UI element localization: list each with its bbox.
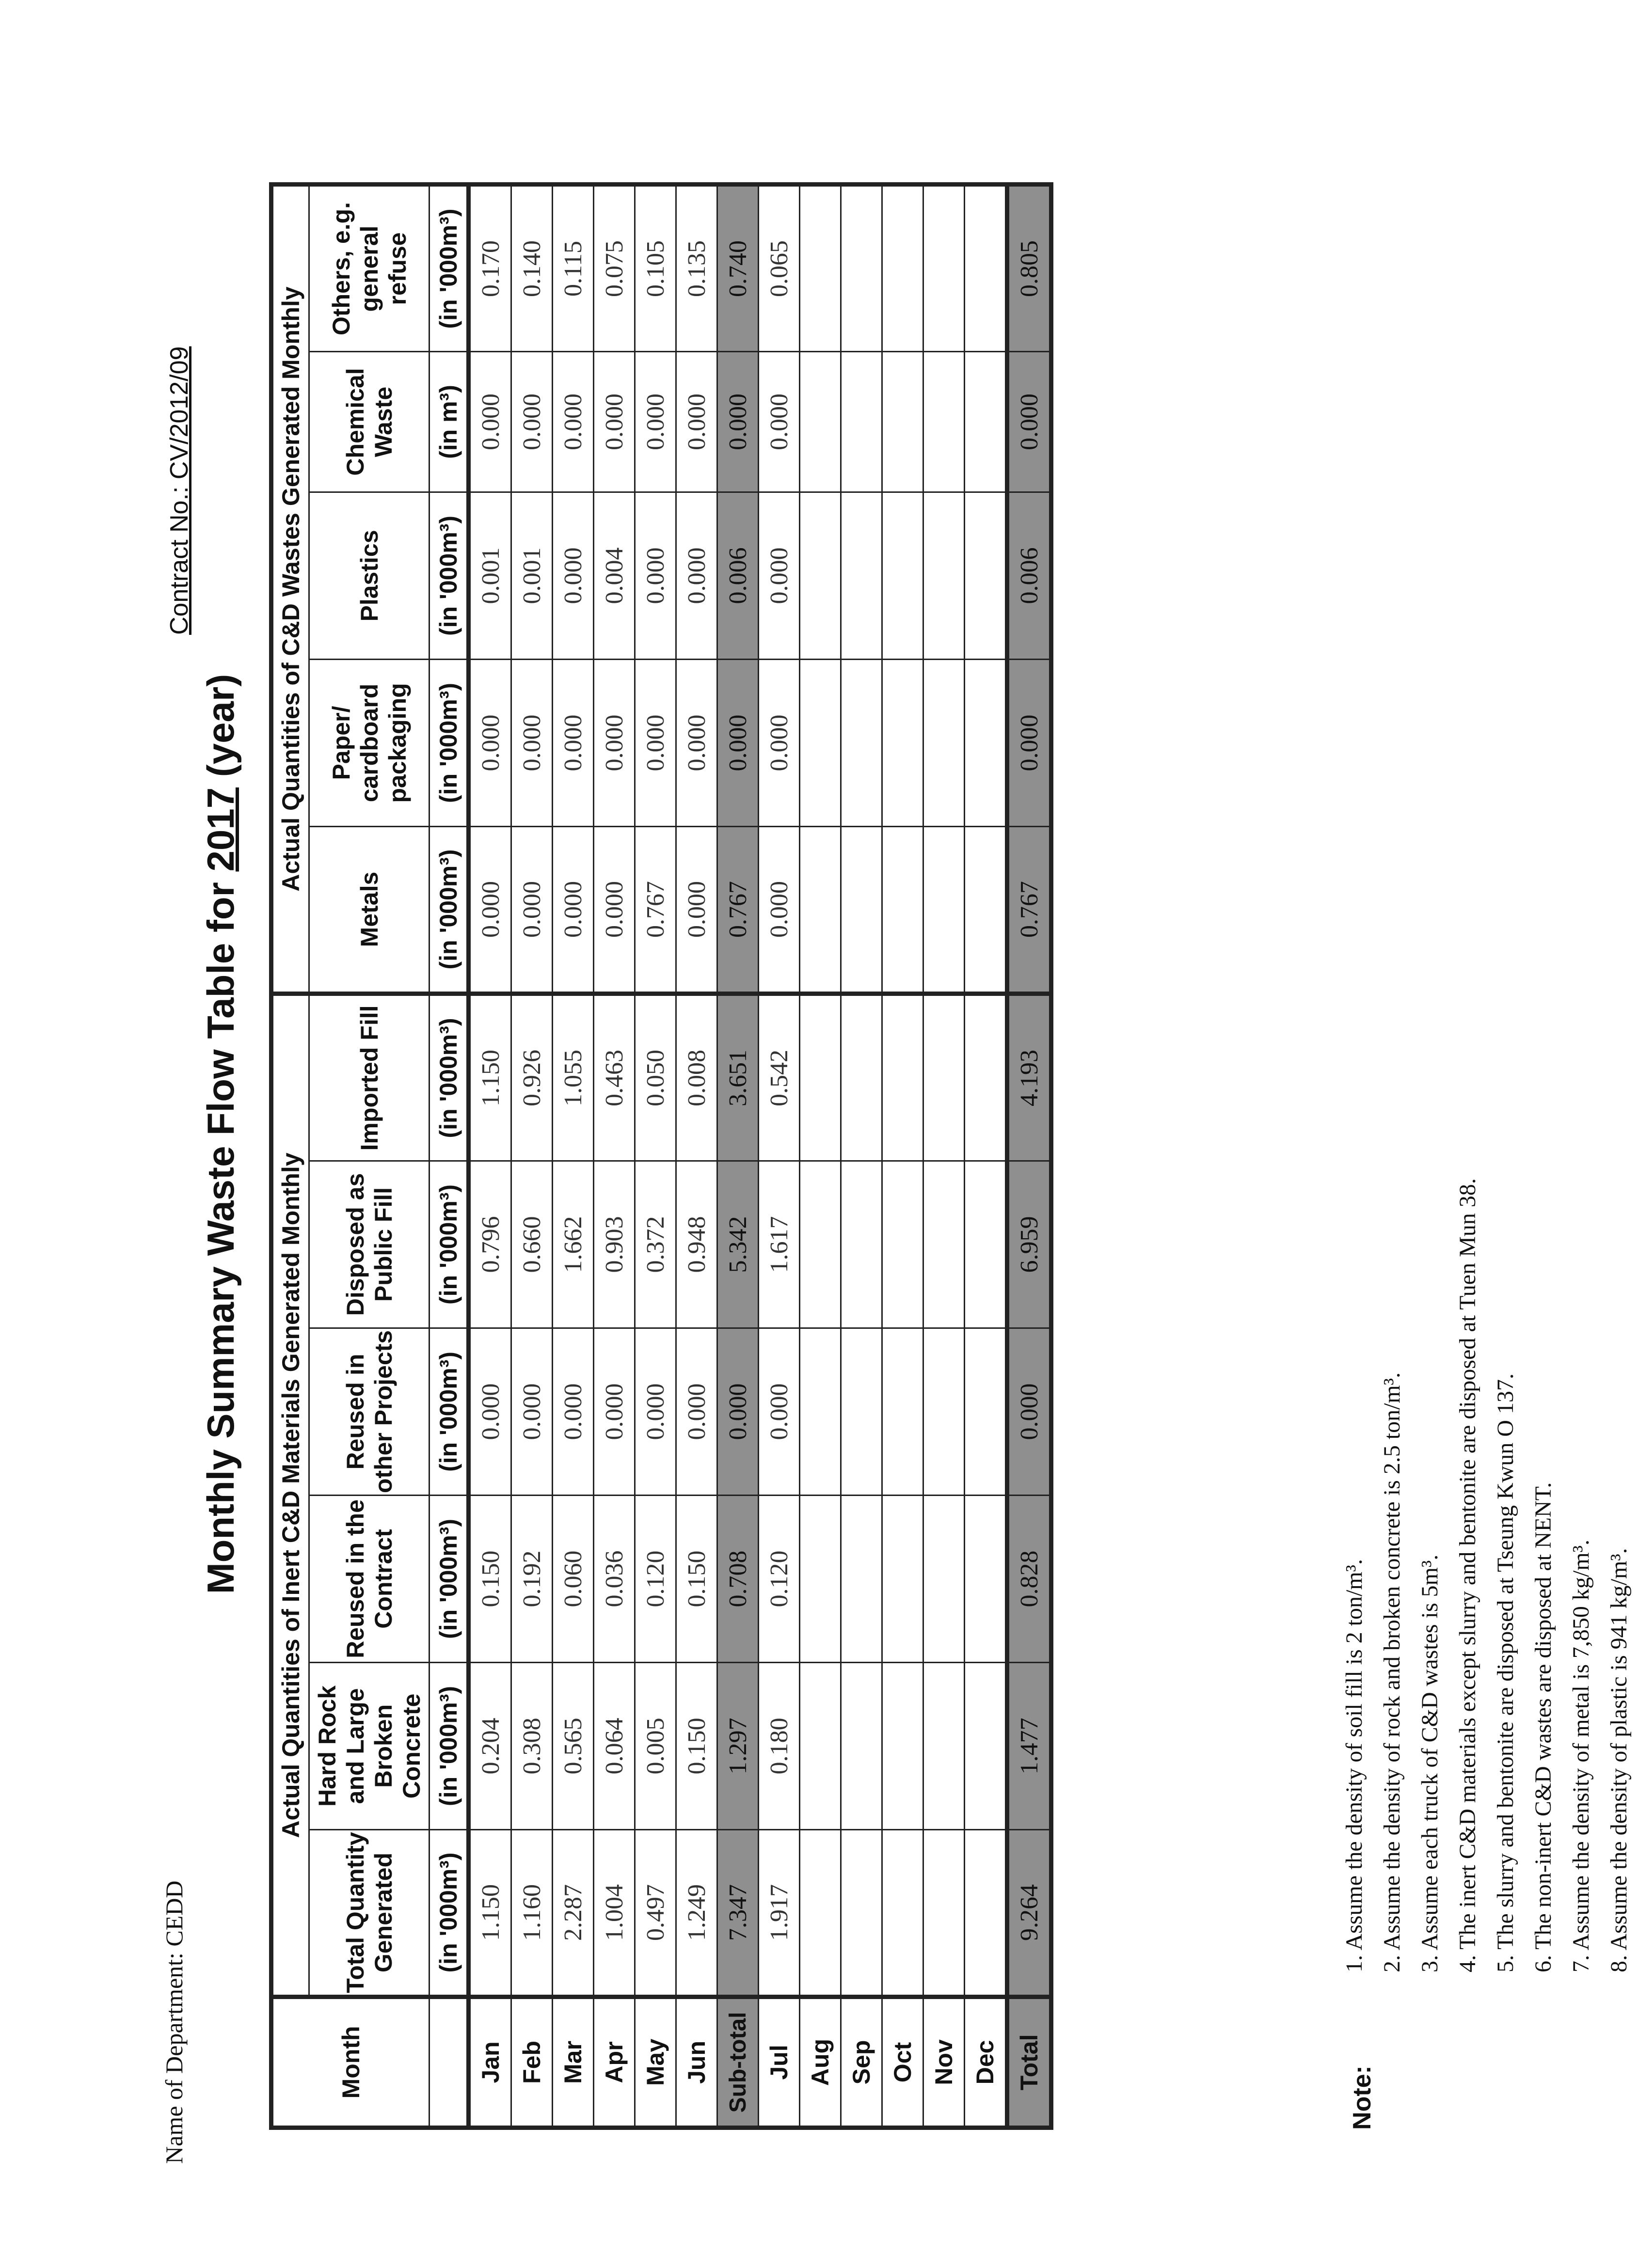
value-cell: 0.000 [469, 352, 511, 492]
department-name: Name of Department: CEDD [160, 1880, 188, 2164]
column-unit: (in '000m³) [429, 1830, 469, 1997]
value-cell: 1.055 [553, 994, 594, 1161]
value-cell [800, 1328, 841, 1496]
value-cell [882, 1161, 923, 1328]
table-row [882, 184, 923, 2127]
table-row [676, 184, 717, 2127]
value-cell: 0.008 [676, 994, 717, 1161]
value-cell: 0.050 [635, 994, 676, 1161]
value-cell: 0.767 [635, 827, 676, 994]
unit-spacer [429, 1997, 469, 2128]
value-cell: 0.926 [511, 994, 553, 1161]
table-row [511, 184, 553, 2127]
value-cell: 0.000 [511, 660, 553, 827]
month-cell: Sub-total [717, 1997, 759, 2128]
value-cell [800, 994, 841, 1161]
value-cell: 0.000 [1007, 660, 1051, 827]
table-row [469, 184, 511, 2127]
value-cell: 0.006 [1007, 492, 1051, 660]
value-cell [965, 1161, 1007, 1328]
value-cell: 0.000 [553, 660, 594, 827]
month-cell: Feb [511, 1997, 553, 2128]
value-cell [923, 352, 965, 492]
table-row [594, 184, 635, 2127]
value-cell: 0.000 [594, 660, 635, 827]
value-cell: 0.000 [759, 1328, 800, 1496]
value-cell: 0.000 [594, 827, 635, 994]
value-cell: 9.264 [1007, 1830, 1051, 1997]
value-cell: 0.000 [676, 352, 717, 492]
value-cell [882, 1328, 923, 1496]
note-label: Note: [1348, 2065, 1376, 2130]
value-cell [841, 184, 882, 351]
value-cell: 0.805 [1007, 184, 1051, 351]
value-cell: 0.140 [511, 184, 553, 351]
value-cell [923, 827, 965, 994]
table-body [469, 184, 1051, 2127]
value-cell [923, 1830, 965, 1997]
value-cell [965, 352, 1007, 492]
header-column-row [309, 184, 429, 2127]
value-cell: 0.135 [676, 184, 717, 351]
value-cell: 0.000 [469, 827, 511, 994]
note-item: 8. Assume the density of plastic is 941 kg/m³. [1606, 1548, 1632, 1972]
value-cell: 6.959 [1007, 1161, 1051, 1328]
table-row [1007, 184, 1051, 2127]
value-cell: 0.463 [594, 994, 635, 1161]
value-cell: 0.000 [676, 827, 717, 994]
value-cell: 0.000 [553, 827, 594, 994]
value-cell: 0.150 [469, 1496, 511, 1663]
column-unit: (in '000m³) [429, 827, 469, 994]
page-title [199, 0, 243, 2268]
month-cell: Oct [882, 1997, 923, 2128]
value-cell: 0.565 [553, 1663, 594, 1830]
value-cell [800, 184, 841, 351]
column-header: Plastics [309, 492, 429, 660]
table-row [717, 184, 759, 2127]
value-cell: 0.000 [594, 352, 635, 492]
value-cell: 0.000 [759, 827, 800, 994]
month-cell: Sep [841, 1997, 882, 2128]
value-cell: 0.006 [717, 492, 759, 660]
note-item: 5. The slurry and bentonite are disposed at Tseung Kwun O 137. [1493, 1373, 1518, 1972]
value-cell [841, 994, 882, 1161]
value-cell [923, 184, 965, 351]
value-cell: 0.828 [1007, 1496, 1051, 1663]
value-cell: 0.075 [594, 184, 635, 351]
value-cell [882, 827, 923, 994]
month-header: Month [271, 1997, 429, 2128]
value-cell: 0.000 [1007, 352, 1051, 492]
value-cell [965, 994, 1007, 1161]
value-cell: 0.000 [759, 660, 800, 827]
wastes-group-header: Actual Quantities of C&D Wastes Generated Monthly [271, 184, 309, 993]
value-cell: 0.497 [635, 1830, 676, 1997]
table-row [800, 184, 841, 2127]
value-cell [882, 184, 923, 351]
month-cell: Jan [469, 1997, 511, 2128]
value-cell: 0.000 [717, 352, 759, 492]
value-cell: 0.000 [635, 660, 676, 827]
column-header: Reused in other Projects [309, 1328, 429, 1496]
value-cell: 0.767 [717, 827, 759, 994]
value-cell: 0.948 [676, 1161, 717, 1328]
header-unit-row [429, 184, 469, 2127]
column-header: Reused in the Contract [309, 1496, 429, 1663]
value-cell: 0.120 [635, 1496, 676, 1663]
value-cell: 0.150 [676, 1663, 717, 1830]
column-unit: (in m³) [429, 352, 469, 492]
value-cell: 0.000 [635, 352, 676, 492]
value-cell [882, 492, 923, 660]
value-cell [800, 1663, 841, 1830]
column-header: Metals [309, 827, 429, 994]
value-cell [800, 352, 841, 492]
value-cell: 0.000 [594, 1328, 635, 1496]
value-cell: 0.000 [676, 492, 717, 660]
value-cell: 0.001 [469, 492, 511, 660]
month-cell: May [635, 1997, 676, 2128]
waste-flow-table [269, 182, 1053, 2130]
value-cell: 1.662 [553, 1161, 594, 1328]
value-cell: 0.796 [469, 1161, 511, 1328]
month-cell: Dec [965, 1997, 1007, 2128]
value-cell [965, 492, 1007, 660]
value-cell: 0.000 [759, 352, 800, 492]
value-cell: 0.903 [594, 1161, 635, 1328]
value-cell: 0.060 [553, 1496, 594, 1663]
value-cell [965, 827, 1007, 994]
value-cell: 0.542 [759, 994, 800, 1161]
value-cell: 1.297 [717, 1663, 759, 1830]
value-cell: 0.740 [717, 184, 759, 351]
value-cell [882, 994, 923, 1161]
value-cell: 0.000 [553, 1328, 594, 1496]
value-cell: 0.204 [469, 1663, 511, 1830]
month-cell: Jul [759, 1997, 800, 2128]
value-cell [923, 660, 965, 827]
column-unit: (in '000m³) [429, 660, 469, 827]
value-cell: 7.347 [717, 1830, 759, 1997]
value-cell: 0.000 [717, 660, 759, 827]
value-cell: 0.036 [594, 1496, 635, 1663]
column-header: Hard Rock and Large Broken Concrete [309, 1663, 429, 1830]
value-cell: 2.287 [553, 1830, 594, 1997]
contract-number: Contract No.: CV/2012/09 [165, 346, 193, 635]
value-cell [800, 1161, 841, 1328]
value-cell: 1.004 [594, 1830, 635, 1997]
value-cell [923, 1496, 965, 1663]
month-cell: Nov [923, 1997, 965, 2128]
value-cell [882, 352, 923, 492]
column-header: Disposed as Public Fill [309, 1161, 429, 1328]
value-cell [841, 827, 882, 994]
value-cell: 1.249 [676, 1830, 717, 1997]
table-header [271, 184, 469, 2127]
month-cell: Apr [594, 1997, 635, 2128]
value-cell [882, 1496, 923, 1663]
note-item: 6. The non-inert C&D wastes are disposed at NENT. [1530, 1482, 1556, 1972]
note-item: 4. The inert C&D materials except slurry and bentonite are disposed at Tuen Mun 38. [1455, 1178, 1480, 1972]
note-item: 1. Assume the density of soil fill is 2 ton/m³. [1341, 1559, 1367, 1972]
value-cell: 1.150 [469, 994, 511, 1161]
value-cell: 0.064 [594, 1663, 635, 1830]
value-cell [923, 492, 965, 660]
value-cell: 0.005 [635, 1663, 676, 1830]
value-cell [800, 492, 841, 660]
value-cell: 1.617 [759, 1161, 800, 1328]
value-cell [841, 1328, 882, 1496]
value-cell: 0.170 [469, 184, 511, 351]
note-item: 7. Assume the density of metal is 7,850 kg/m³. [1568, 1540, 1594, 1972]
value-cell: 0.000 [469, 660, 511, 827]
value-cell: 1.150 [469, 1830, 511, 1997]
value-cell: 0.000 [759, 492, 800, 660]
value-cell: 0.308 [511, 1663, 553, 1830]
value-cell: 0.004 [594, 492, 635, 660]
month-cell: Aug [800, 1997, 841, 2128]
value-cell: 0.708 [717, 1496, 759, 1663]
value-cell: 0.000 [676, 1328, 717, 1496]
column-unit: (in '000m³) [429, 1663, 469, 1830]
value-cell: 0.767 [1007, 827, 1051, 994]
value-cell [841, 1161, 882, 1328]
value-cell [882, 1830, 923, 1997]
value-cell [965, 1328, 1007, 1496]
value-cell [800, 660, 841, 827]
column-header: Total Quantity Generated [309, 1830, 429, 1997]
column-header: Paper/ cardboard packaging [309, 660, 429, 827]
column-header: Others, e.g. general refuse [309, 184, 429, 351]
notes-list [1336, 1178, 1638, 1972]
value-cell: 0.192 [511, 1496, 553, 1663]
value-cell: 0.115 [553, 184, 594, 351]
title-prefix: Monthly Summary Waste Flow Table for [199, 871, 242, 1594]
value-cell [841, 1830, 882, 1997]
column-header: Chemical Waste [309, 352, 429, 492]
table-row [841, 184, 882, 2127]
value-cell [800, 1496, 841, 1663]
value-cell [965, 1496, 1007, 1663]
table-row [923, 184, 965, 2127]
value-cell [841, 660, 882, 827]
column-unit: (in '000m³) [429, 994, 469, 1161]
value-cell: 0.000 [511, 1328, 553, 1496]
value-cell: 0.150 [676, 1496, 717, 1663]
value-cell: 1.917 [759, 1830, 800, 1997]
table-row [965, 184, 1007, 2127]
inert-group-header: Actual Quantities of Inert C&D Materials Generated Monthly [271, 994, 309, 1997]
note-item: 3. Assume each truck of C&D wastes is 5m³. [1417, 1554, 1443, 1972]
title-suffix: (year) [199, 674, 242, 788]
value-cell [800, 827, 841, 994]
value-cell: 0.180 [759, 1663, 800, 1830]
value-cell: 0.120 [759, 1496, 800, 1663]
column-unit: (in '000m³) [429, 1496, 469, 1663]
note-item: 2. Assume the density of rock and broken concrete is 2.5 ton/m³. [1379, 1372, 1405, 1972]
value-cell: 4.193 [1007, 994, 1051, 1161]
column-unit: (in '000m³) [429, 1161, 469, 1328]
value-cell: 0.000 [676, 660, 717, 827]
value-cell [965, 184, 1007, 351]
value-cell [923, 1328, 965, 1496]
column-unit: (in '000m³) [429, 1328, 469, 1496]
value-cell: 0.000 [553, 352, 594, 492]
value-cell: 0.000 [635, 492, 676, 660]
value-cell: 0.000 [469, 1328, 511, 1496]
column-unit: (in '000m³) [429, 184, 469, 351]
value-cell [965, 1663, 1007, 1830]
value-cell [800, 1830, 841, 1997]
value-cell [882, 1663, 923, 1830]
value-cell [841, 352, 882, 492]
value-cell: 0.065 [759, 184, 800, 351]
value-cell: 0.000 [511, 827, 553, 994]
table-row [553, 184, 594, 2127]
title-year: 2017 [199, 787, 242, 872]
table-row [759, 184, 800, 2127]
value-cell: 3.651 [717, 994, 759, 1161]
header-group-row [271, 184, 309, 2127]
value-cell [923, 994, 965, 1161]
value-cell [841, 1663, 882, 1830]
value-cell [923, 1161, 965, 1328]
column-header: Imported Fill [309, 994, 429, 1161]
month-cell: Total [1007, 1997, 1051, 2128]
value-cell: 0.105 [635, 184, 676, 351]
value-cell: 1.477 [1007, 1663, 1051, 1830]
value-cell [965, 660, 1007, 827]
value-cell: 0.372 [635, 1161, 676, 1328]
value-cell [965, 1830, 1007, 1997]
value-cell: 1.160 [511, 1830, 553, 1997]
value-cell: 0.000 [553, 492, 594, 660]
value-cell: 0.000 [1007, 1328, 1051, 1496]
table-row [635, 184, 676, 2127]
value-cell: 0.000 [635, 1328, 676, 1496]
value-cell [841, 492, 882, 660]
month-cell: Mar [553, 1997, 594, 2128]
value-cell [882, 660, 923, 827]
month-cell: Jun [676, 1997, 717, 2128]
value-cell: 0.000 [511, 352, 553, 492]
column-unit: (in '000m³) [429, 492, 469, 660]
value-cell [841, 1496, 882, 1663]
value-cell: 0.001 [511, 492, 553, 660]
value-cell: 0.000 [717, 1328, 759, 1496]
value-cell: 0.660 [511, 1161, 553, 1328]
value-cell [923, 1663, 965, 1830]
value-cell: 5.342 [717, 1161, 759, 1328]
